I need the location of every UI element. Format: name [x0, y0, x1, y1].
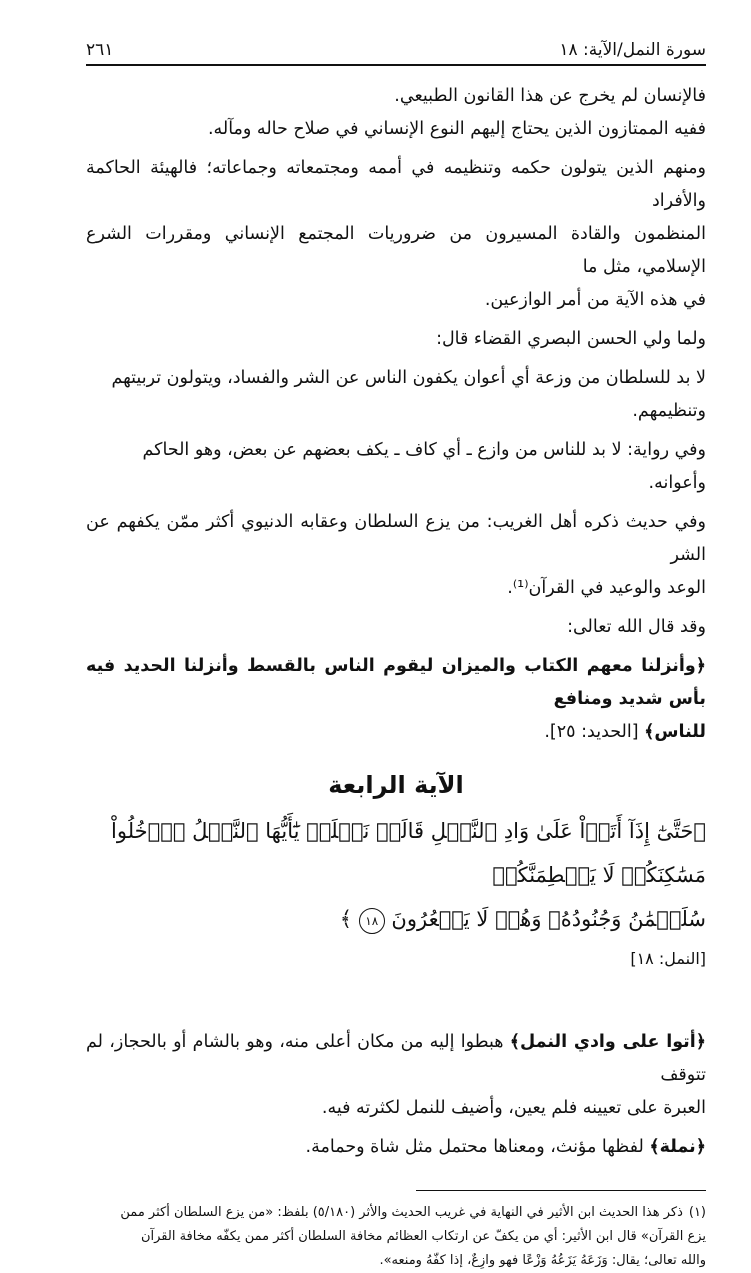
- page-number: ٢٦١: [86, 40, 114, 60]
- paragraph: [86, 362, 706, 428]
- text-line: ولما ولي الحسن البصري القضاء قال:: [436, 329, 706, 349]
- text-line: العبرة على تعيينه فلم يعين، وأضيف للنمل لكثرته فيه.: [321, 1098, 706, 1118]
- commentary-text: هبطوا إليه من مكان أعلى منه، وهو بالشام أو بالحجاز، لم تتوقف: [86, 1032, 706, 1085]
- commentary-text: لفظها مؤنث، ومعناها محتمل مثل شاة وحمامة.: [305, 1137, 650, 1157]
- commentary-paragraph: [86, 1131, 706, 1164]
- paragraph: [86, 80, 706, 146]
- verse-reference: [النمل: ١٨]: [630, 949, 706, 968]
- verse-line: ﴿حَتَّىٰٓ إِذَآ أَتَوۡاْ عَلَىٰ وَادِ ٱلنَّمۡلِ قَالَتۡ نَمۡلَةٞ يَٰٓأَيُّهَا ٱلنَّمۡلُ ٱدۡخُلُواْ مَسَٰكِنَكُمۡ لَا يَحۡطِمَنَّكُمۡ: [111, 819, 706, 887]
- paragraph: [86, 506, 706, 605]
- quote-citation: [الحديد: ٢٥].: [544, 722, 645, 742]
- verse-text: سُلَيۡمَٰنُ وَجُنُودُهُۥ وَهُمۡ لَا يَشۡعُرُونَ: [391, 907, 706, 931]
- paragraph: [86, 611, 706, 644]
- verse-block: [86, 809, 706, 968]
- footnote: [86, 1201, 706, 1273]
- paragraph: [86, 152, 706, 317]
- commentary-term: ﴿أتوا على وادي النمل﴾: [509, 1032, 706, 1052]
- verse-close-bracket: ﴾: [339, 907, 353, 931]
- text-line: ومنهم الذين يتولون حكمه وتنظيمه في أممه ومجتمعاته وجماعاته؛ فالهيئة الحاكمة والأفراد: [86, 158, 706, 211]
- page-header: [86, 30, 706, 66]
- quote-line: [86, 716, 706, 749]
- footnote-marker: (١): [688, 1205, 706, 1220]
- text-line: وتنظيمهم.: [632, 401, 706, 421]
- commentary: [86, 1026, 706, 1164]
- section-title: الآية الرابعة: [328, 771, 464, 799]
- text-line: [86, 1131, 706, 1164]
- surah-reference: سورة النمل/الآية: ١٨: [559, 40, 706, 60]
- footnote-line: يزع القرآن» قال ابن الأثير: أي من يكفّ عن ارتكاب العظائم مخافة السلطان أكثر ممن يكفّه مخافة القرآن: [140, 1229, 706, 1244]
- footnote-text: ذكر هذا الحديث ابن الأثير في النهاية في غريب الحديث والأثر (٥/١٨٠) بلفظ: «من يزع السلطان أكثر ممن: [120, 1205, 683, 1220]
- quote-line: ﴿وأنزلنا معهم الكتاب والميزان ليقوم الناس بالقسط وأنزلنا الحديد فيه بأس شديد ومنافع: [86, 656, 706, 709]
- text-line: المنظمون والقادة المسيرون من ضروريات المجتمع الإنساني ومقررات الشرع الإسلامي، مثل ما: [86, 224, 706, 277]
- text-line: وأعوانه.: [648, 473, 706, 493]
- commentary-paragraph: [86, 1026, 706, 1125]
- body-text: [86, 80, 706, 749]
- text-line: وفي حديث ذكره أهل الغريب: من يزع السلطان وعقابه الدنيوي أكثر ممّن يكفهم عن الشر: [86, 512, 706, 565]
- text-line: في هذه الآية من أمر الوازعين.: [484, 290, 706, 310]
- text-line: وفي رواية: لا بد للناس من وازع ـ أي كاف ـ يكف بعضهم عن بعض، وهو الحاكم: [142, 440, 706, 460]
- quote-bold-text: للناس﴾: [644, 722, 706, 742]
- footnote-divider: [416, 1190, 706, 1191]
- text-line: [86, 1026, 706, 1092]
- footnote-line: [86, 1201, 706, 1225]
- paragraph: [86, 323, 706, 356]
- verse-line: [86, 897, 706, 941]
- document-page: [86, 30, 706, 1273]
- text-line: وقد قال الله تعالى:: [567, 617, 706, 637]
- footnote-line: والله تعالى؛ يقال: وَزَعَهُ يَزَعُهُ وَزْعًا فهو وازِعٌ، إذا كفّهُ ومنعه».: [379, 1253, 706, 1268]
- paragraph: [86, 434, 706, 500]
- verse-number-badge: ١٨: [359, 908, 385, 934]
- commentary-term: ﴿نملة﴾: [649, 1137, 706, 1157]
- quran-quote: [86, 650, 706, 749]
- text-line: فالإنسان لم يخرج عن هذا القانون الطبيعي.: [394, 86, 706, 106]
- text-line: لا بد للسلطان من وزعة أي أعوان يكفون الناس عن الشر والفساد، ويتولون تربيتهم: [111, 368, 706, 388]
- text-line: ففيه الممتازون الذين يحتاج إليهم النوع الإنساني في صلاح حاله ومآله.: [207, 119, 706, 139]
- text-line: الوعد والوعيد في القرآن⁽¹⁾.: [507, 578, 706, 598]
